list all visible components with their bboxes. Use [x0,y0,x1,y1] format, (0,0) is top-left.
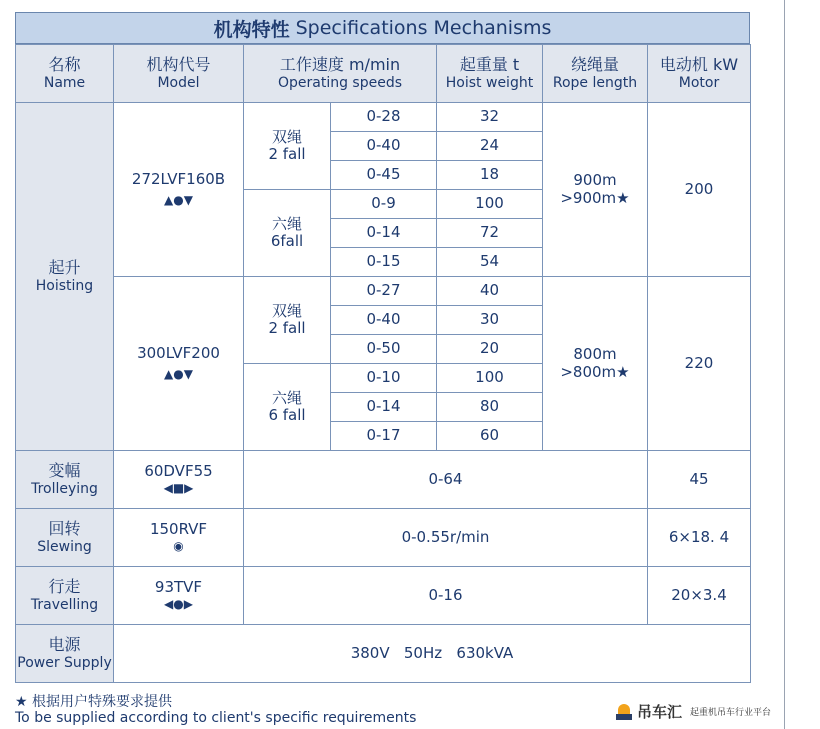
header-speed [244,45,437,103]
header-rope-en: Rope length [552,74,638,91]
rope-cell [543,277,648,451]
hoisting-name-zh: 起升 [48,258,81,278]
brand-watermark [616,701,771,722]
footnote-zh: ★ 根据用户特殊要求提供 [15,694,173,710]
speed-cell: 0-14 [331,393,437,422]
slewing-motor-cell: 6×18. 4 [648,509,751,567]
header-name [16,45,114,103]
trolleying-speed-cell: 0-64 [244,451,648,509]
fall-mode-cell [244,364,331,451]
weight-cell: 54 [437,248,543,277]
title-zh: 机构特性 [213,18,290,41]
speed-cell: 0-15 [331,248,437,277]
rope-length-optional: >800m★ [560,362,630,381]
crane-logo-icon [616,703,634,721]
weight-cell: 30 [437,306,543,335]
slewing-model-cell [114,509,244,567]
speed-cell: 0-45 [331,161,437,190]
slewing-name-cell [16,509,114,567]
travelling-motor-cell: 20×3.4 [648,567,751,625]
slewing-model: 150RVF [149,519,208,538]
brand-tagline: 起重机吊车行业平台 [690,708,772,718]
speed-cell: 0-50 [331,335,437,364]
trolley-symbol-icon: ◀■▶ [163,481,194,496]
weight-cell: 100 [437,364,543,393]
speed-cell: 0-17 [331,422,437,451]
weight-cell: 18 [437,161,543,190]
header-name-en: Name [43,74,86,91]
header-weight-zh: 起重量 t [459,55,520,75]
brand-name: 吊车汇 [637,703,683,721]
power-name-cell [16,625,114,683]
slewing-row [16,509,751,567]
fall-mode-cell [244,277,331,364]
trolleying-model-cell [114,451,244,509]
weight-cell: 80 [437,393,543,422]
hoist-symbol-icon: ▲●▼ [164,367,193,382]
trolleying-name-en: Trolleying [31,480,98,497]
speed-cell: 0-40 [331,306,437,335]
speed-cell: 0-9 [331,190,437,219]
specifications-table [15,44,751,683]
header-motor [648,45,751,103]
rope-length-optional: >900m★ [560,188,630,207]
travelling-model: 93TVF [154,577,203,596]
header-name-zh: 名称 [48,55,81,75]
weight-cell: 60 [437,422,543,451]
header-model-zh: 机构代号 [146,55,211,75]
travelling-name-en: Travelling [30,596,99,613]
rope-cell [543,103,648,277]
weight-cell: 24 [437,132,543,161]
travelling-name-zh: 行走 [48,577,81,597]
model-cell-2 [114,277,244,451]
header-row [16,45,751,103]
weight-cell: 72 [437,219,543,248]
header-motor-en: Motor [678,74,720,91]
fall-mode-en: 6fall [270,232,304,250]
slewing-name-en: Slewing [37,538,92,555]
title-en: Specifications Mechanisms [295,17,552,39]
slewing-speed-cell: 0-0.55r/min [244,509,648,567]
fall-mode-zh: 六绳 [271,214,302,233]
weight-cell: 20 [437,335,543,364]
hoisting-name-en: Hoisting [35,277,94,294]
slew-symbol-icon: ◉ [173,539,184,554]
header-model-en: Model [157,74,200,91]
trolleying-row [16,451,751,509]
travelling-speed-cell: 0-16 [244,567,648,625]
power-name-en: Power Supply [17,654,112,671]
slewing-name-zh: 回转 [48,519,81,539]
travelling-model-cell [114,567,244,625]
page-edge-line [784,0,785,729]
footnote-en: To be supplied according to client's specific requirements [15,710,417,727]
motor-cell: 200 [648,103,751,277]
fall-mode-cell [244,103,331,190]
weight-cell: 32 [437,103,543,132]
hoisting-name-cell [16,103,114,451]
speed-cell: 0-14 [331,219,437,248]
fall-mode-en: 2 fall [268,319,306,337]
model-name: 300LVF200 [137,343,220,362]
weight-cell: 40 [437,277,543,306]
hoist-symbol-icon: ▲●▼ [164,193,193,208]
speed-cell: 0-27 [331,277,437,306]
table-title [15,12,750,44]
header-weight [437,45,543,103]
travel-symbol-icon: ◀●▶ [164,597,193,612]
speed-cell: 0-40 [331,132,437,161]
weight-cell: 100 [437,190,543,219]
rope-length: 900m [573,171,617,190]
speed-cell: 0-10 [331,364,437,393]
trolleying-name-zh: 变幅 [48,461,81,481]
fall-mode-cell [244,190,331,277]
fall-mode-zh: 双绳 [271,127,302,146]
motor-cell: 220 [648,277,751,451]
model-cell-1 [114,103,244,277]
power-name-zh: 电源 [48,635,81,655]
rope-length: 800m [573,345,617,364]
trolleying-motor-cell: 45 [648,451,751,509]
speed-cell: 0-28 [331,103,437,132]
trolleying-name-cell [16,451,114,509]
travelling-name-cell [16,567,114,625]
header-motor-zh: 电动机 kW [659,55,739,75]
fall-mode-en: 6 fall [268,406,306,424]
power-value-cell: 380V 50Hz 630kVA [114,625,751,683]
header-rope-zh: 绕绳量 [570,55,619,75]
header-speed-en: Operating speeds [277,74,403,91]
power-row [16,625,751,683]
header-weight-en: Hoist weight [445,74,534,91]
fall-mode-zh: 双绳 [271,301,302,320]
header-rope [543,45,648,103]
table-row [16,277,751,306]
header-speed-zh: 工作速度 m/min [279,55,401,75]
fall-mode-zh: 六绳 [271,388,302,407]
fall-mode-en: 2 fall [268,145,306,163]
travelling-row [16,567,751,625]
model-name: 272LVF160B [131,169,226,188]
table-row [16,103,751,132]
header-model [114,45,244,103]
footnote [15,694,416,726]
trolleying-model: 60DVF55 [144,461,213,480]
